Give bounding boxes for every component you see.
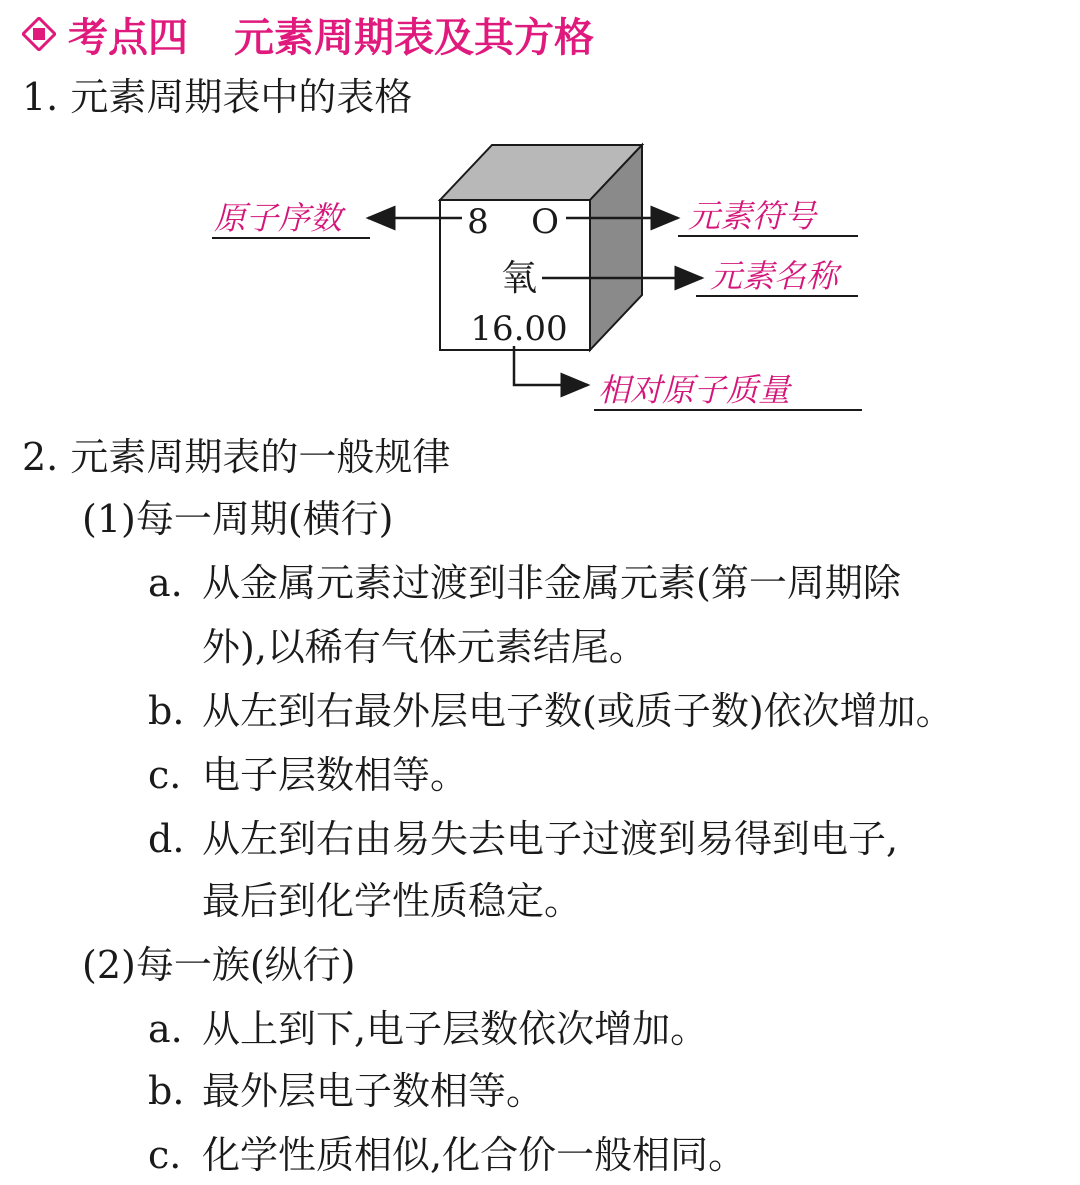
atomic-mass: 16.00 — [470, 309, 568, 349]
list-item: d. 从左到右由易失去电子过渡到易得到电子, — [148, 817, 899, 861]
element-cell-diagram — [0, 120, 1080, 430]
list-item: b. 从左到右最外层电子数(或质子数)依次增加。 — [148, 689, 954, 733]
element-symbol: O — [531, 202, 559, 242]
section-header — [22, 6, 594, 62]
group-title: (2)每一族(纵行) — [82, 943, 356, 987]
list-item: a. 从金属元素过渡到非金属元素(第一周期除 — [148, 561, 901, 605]
label-name: 元素名称 — [710, 257, 839, 295]
label-atomic-number: 原子序数 — [214, 199, 343, 237]
label-atomic-mass: 相对原子质量 — [598, 371, 791, 409]
list-item: a. 从上到下,电子层数依次增加。 — [148, 1007, 709, 1051]
element-name: 氧 — [500, 258, 538, 299]
atomic-number: 8 — [467, 202, 489, 242]
list-item: b. 最外层电子数相等。 — [148, 1069, 545, 1113]
section-label: 考点四 — [68, 14, 188, 61]
list-item-continuation: 最后到化学性质稳定。 — [202, 879, 583, 923]
period-title: (1)每一周期(横行) — [82, 497, 394, 541]
diamond-square-icon — [22, 17, 56, 51]
arrow-atomic-mass — [514, 346, 588, 385]
list-item: c. 化学性质相似,化合价一般相同。 — [148, 1133, 747, 1177]
part1-title: 1. 元素周期表中的表格 — [22, 75, 413, 119]
list-item-continuation: 外),以稀有气体元素结尾。 — [202, 625, 647, 669]
section-topic: 元素周期表及其方格 — [234, 14, 594, 61]
list-item: c. 电子层数相等。 — [148, 753, 469, 797]
part2-title: 2. 元素周期表的一般规律 — [22, 435, 451, 479]
label-symbol: 元素符号 — [688, 197, 817, 235]
